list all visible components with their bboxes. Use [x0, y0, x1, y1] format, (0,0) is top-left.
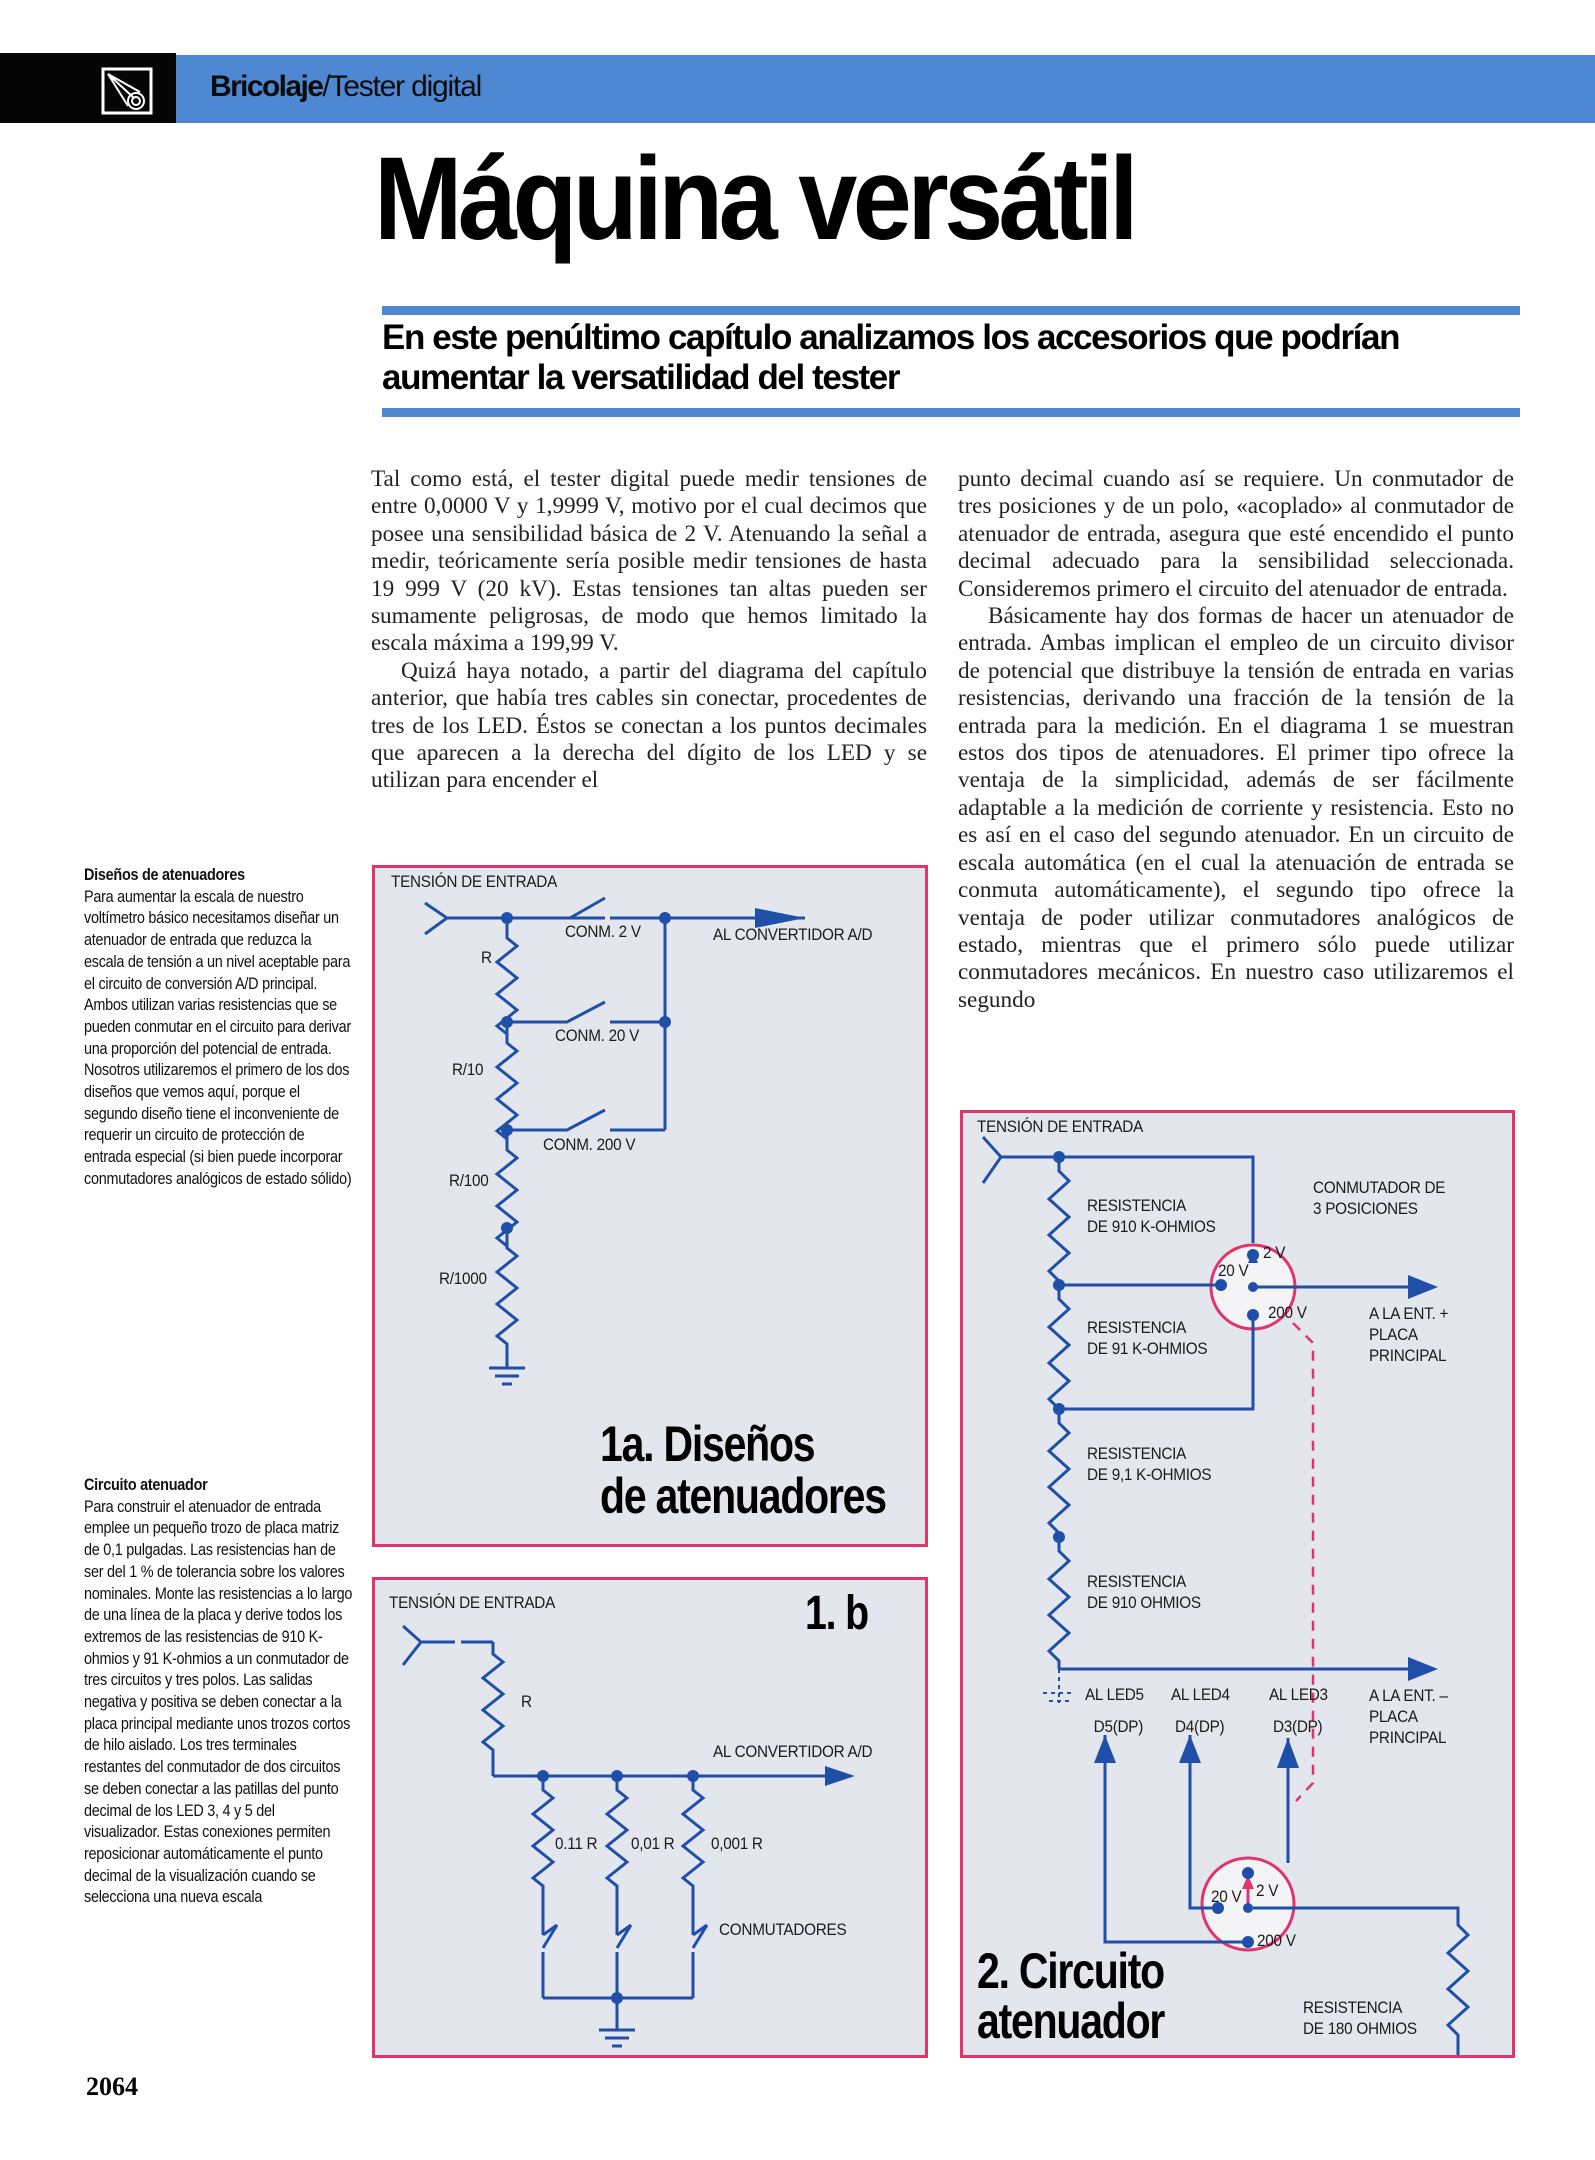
pos-200v-label: 200 V: [1268, 1303, 1307, 1322]
diagram-title-line2: atenuador: [977, 1993, 1165, 2049]
output-plus-label: A LA ENT. + PLACA PRINCIPAL: [1369, 1304, 1449, 1365]
sidenote-title: Diseños de atenuadores: [84, 866, 245, 884]
pos-20v-label: 20 V: [1218, 1261, 1249, 1280]
resistor-910k-label: RESISTENCIA DE 910 K-OHMIOS: [1087, 1196, 1216, 1236]
resistor-9k1-label: RESISTENCIA DE 9,1 K-OHMIOS: [1087, 1444, 1212, 1484]
resistor-r-label: R: [521, 1692, 532, 1711]
sidenote-attenuator-designs: [84, 865, 352, 1191]
sidenote-text: Para construir el atenuador de entrada emplee un pequeño trozo de placa matriz de 0,1 pulgadas. Las resistencias han de ser del 1 % de tolerancia sobre los valores nominales. Monte las resistencias a lo largo de una línea de la placa y derive todos los extremos de las resistencias de 910 K-ohmios y 91 K-ohmios a un conmutador de tres circuitos y tres polos. Las salidas negativa y positiva se deben conectar a la placa principal mediante unos trozos cortos de hilo aislado. Los tres terminales restantes del conmutador de dos circuitos se deben conectar a las patillas del punto decimal de los LED 3, 4 y 5 del visualizador. Estas conexiones permiten reposicionar automáticamente el punto decimal de la visualización cuando se selecciona una nueva escala: [84, 1497, 353, 1907]
diagram-title-line1: 2. Circuito: [977, 1943, 1164, 1999]
paragraph: Quizá haya notado, a partir del diagrama del capítulo anterior, que había tres cables sin conectar, procedentes de tres de los LED. Éstos se conectan a los puntos decimales que aparecen a la derecha del dígito de los LED y se utilizan para encender el: [371, 657, 927, 794]
article-title: Máquina versátil: [374, 133, 1135, 265]
input-voltage-label: TENSIÓN DE ENTRADA: [977, 1117, 1144, 1136]
section-breadcrumb: [210, 70, 481, 104]
shunt-0001r-label: 0,001 R: [711, 1834, 763, 1853]
pos2-2v-label: 2 V: [1256, 1881, 1279, 1900]
pos2-200v-label: 200 V: [1257, 1931, 1296, 1950]
diagram-1a-attenuator-designs: [372, 865, 928, 1547]
diagram-2-attenuator-circuit: [960, 1110, 1515, 2058]
switch-200v-label: CONM. 200 V: [543, 1135, 636, 1154]
section-name: Bricolaje: [210, 70, 323, 103]
output-minus-label: A LA ENT. – PLACA PRINCIPAL: [1369, 1686, 1448, 1747]
article-lead: En este penúltimo capítulo analizamos los accesorios que podrían aumentar la versatilidad del tester: [382, 318, 1400, 397]
resistor-91k-label: RESISTENCIA DE 91 K-OHMIOS: [1087, 1318, 1208, 1358]
switch-20v-label: CONM. 20 V: [555, 1026, 640, 1045]
diagram-1b-attenuator: [372, 1577, 928, 2058]
switches-label: CONMUTADORES: [719, 1920, 847, 1939]
page-number: 2064: [86, 2072, 138, 2101]
ground-icon: [489, 1346, 525, 1384]
sidenote-attenuator-circuit: [84, 1475, 352, 1909]
ground-icon: [1043, 1669, 1075, 1703]
body-column-2: [958, 466, 1514, 1014]
led3-label: AL LED3 D3(DP): [1269, 1685, 1328, 1736]
output-ad-label: AL CONVERTIDOR A/D: [713, 1742, 873, 1761]
lead-rule-top: [382, 306, 1520, 315]
resistor-r1000-label: R/1000: [439, 1269, 487, 1288]
output-ad-label: AL CONVERTIDOR A/D: [713, 925, 873, 944]
switch-2v-label: CONM. 2 V: [565, 922, 641, 941]
paragraph: Básicamente hay dos formas de hacer un atenuador de entrada. Ambas implican el empleo de un circuito divisor de potencial que distribuye la tensión de entrada en varias resistencias, derivando una fracción de la tensión de la entrada para la medición. En el diagrama 1 se muestran estos dos tipos de atenuadores. El primer tipo ofrece la ventaja de la simplicidad, además de ser fácilmente adaptable a la medición de corriente y resistencia. Esto no es así en el caso del segundo atenuador. En un circuito de escala automática (en el cual la atenuación de entrada se conmuta automáticamente), el segundo tipo ofrece la ventaja de poder utilizar conmutadores analógicos de estado, mientras que el primero sólo puede utilizar conmutadores mecánicos. En nuestro caso utilizaremos el segundo: [958, 603, 1514, 1013]
sidenote-text: Para aumentar la escala de nuestro voltímetro básico necesitamos diseñar un atenuador de entrada que reduzca la escala de tensión a un nivel aceptable para el circuito de conversión A/D principal. Ambos utilizan varias resistencias que se pueden conmutar en el circuito para derivar una proporción del potencial de entrada. Nosotros utilizaremos el primero de los dos diseños que vemos aquí, porque el segundo diseño tiene el inconveniente de requerir un circuito de protección de entrada especial (si bien puede incorporar conmutadores analógicos de estado sólido): [84, 887, 352, 1188]
pos2-20v-label: 20 V: [1211, 1887, 1242, 1906]
pliers-icon: [100, 66, 154, 116]
diagram-title-line2: de atenuadores: [600, 1468, 886, 1524]
sidenote-title: Circuito atenuador: [84, 1476, 208, 1494]
resistor-r10-label: R/10: [452, 1060, 484, 1079]
pos-2v-label: 2 V: [1263, 1243, 1286, 1262]
circuit-1b-schematic: [375, 1580, 925, 2055]
diagram-title-line1: 1a. Diseños: [600, 1416, 815, 1472]
subsection-name: /Tester digital: [322, 70, 482, 103]
resistor-r-label: R: [481, 948, 492, 967]
lead-rule-bottom: [382, 408, 1520, 417]
diagram-title: 1. b: [805, 1587, 868, 1640]
resistor-180-label: RESISTENCIA DE 180 OHMIOS: [1303, 1998, 1417, 2038]
paragraph: punto decimal cuando así se requiere. Un conmutador de tres posiciones y de un polo, «acoplado» al conmutador de atenuador de entrada, asegura que esté encendido el punto decimal adecuado para la sensibilidad seleccionada. Consideremos primero el circuito del atenuador de entrada.: [958, 466, 1514, 602]
resistor-910-label: RESISTENCIA DE 910 OHMIOS: [1087, 1572, 1201, 1612]
switch-3pos-label: CONMUTADOR DE 3 POSICIONES: [1313, 1178, 1446, 1218]
shunt-001r-label: 0,01 R: [631, 1834, 675, 1853]
led4-label: AL LED4 D4(DP): [1171, 1685, 1230, 1736]
circuit-2-schematic: [963, 1113, 1512, 2055]
led5-label: AL LED5 D5(DP): [1085, 1685, 1144, 1736]
shunt-011r-label: 0.11 R: [555, 1834, 598, 1853]
input-voltage-label: TENSIÓN DE ENTRADA: [389, 1593, 556, 1612]
resistor-r100-label: R/100: [449, 1171, 489, 1190]
ground-icon: [599, 2030, 635, 2046]
body-column-1: [371, 466, 927, 795]
paragraph: Tal como está, el tester digital puede medir tensiones de entre 0,0000 V y 1,9999 V, motivo por el cual decimos que posee una sensibilidad básica de 2 V. Atenuando la señal a medir, teóricamente sería posible medir tensiones de hasta 19 999 V (20 kV). Estas tensiones tan altas pueden ser sumamente peligrosas, de modo que hemos limitado la escala máxima a 199,99 V.: [371, 466, 927, 657]
input-voltage-label: TENSIÓN DE ENTRADA: [391, 872, 558, 891]
